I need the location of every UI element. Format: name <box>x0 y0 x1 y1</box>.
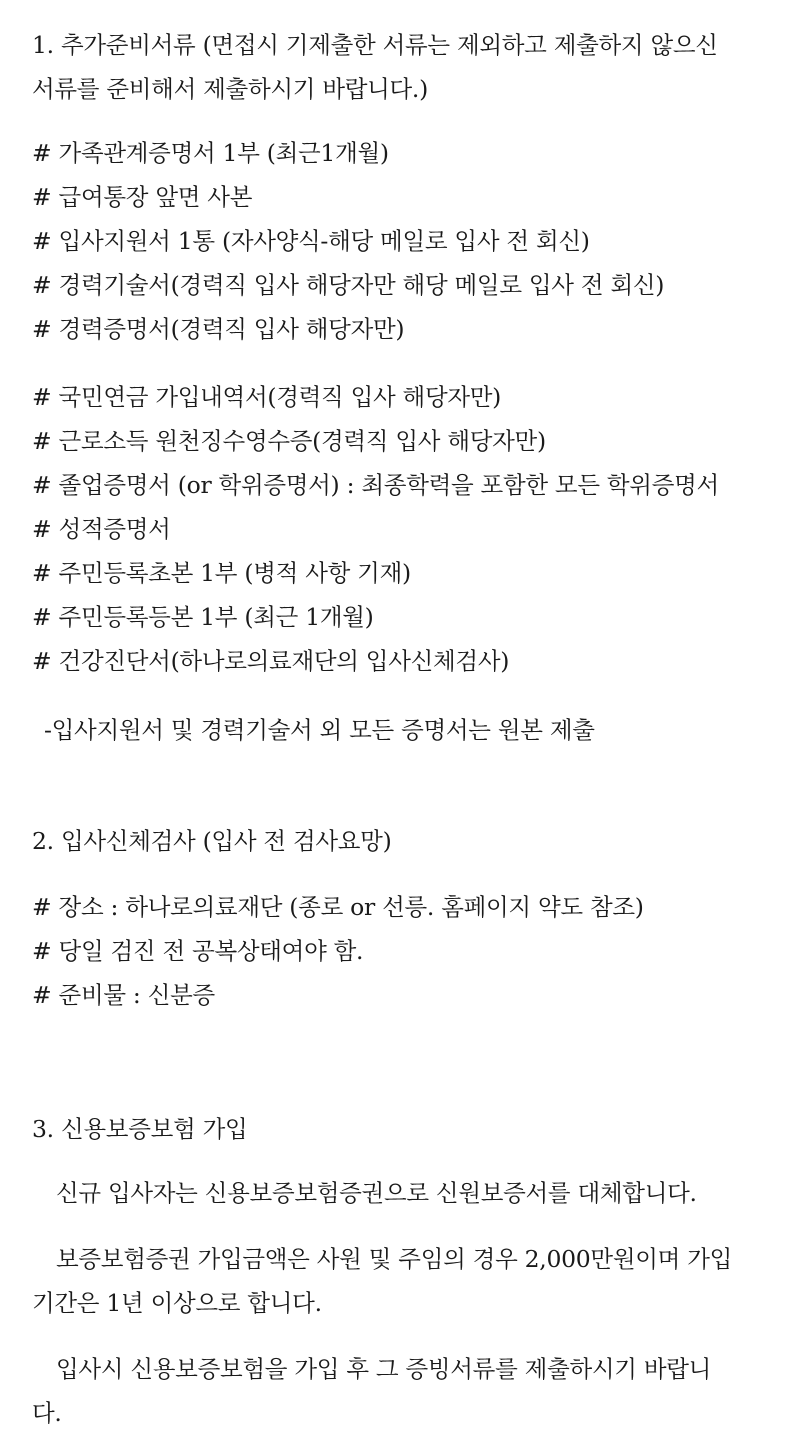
section1-heading-line2: 서류를 준비해서 제출하시기 바랍니다.) <box>32 75 428 103</box>
section1-item: # 주민등록초본 1부 (병적 사항 기재) <box>32 559 411 587</box>
section1-item: # 국민연금 가입내역서(경력직 입사 해당자만) <box>32 383 502 411</box>
section2-item: # 장소 : 하나로의료재단 (종로 or 선릉. 홈페이지 약도 참조) <box>32 893 644 921</box>
section1-item: # 입사지원서 1통 (자사양식-해당 메일로 입사 전 회신) <box>32 227 590 255</box>
section3-paragraph-1: 신규 입사자는 신용보증보험증권으로 신원보증서를 대체합니다. <box>56 1179 697 1207</box>
section1-item: # 졸업증명서 (or 학위증명서) : 최종학력을 포함한 모든 학위증명서 <box>32 471 719 499</box>
section1-heading-line1: 1. 추가준비서류 (면접시 기제출한 서류는 제외하고 제출하지 않으신 <box>32 31 718 59</box>
section2-heading: 2. 입사신체검사 (입사 전 검사요망) <box>32 827 392 855</box>
section3-paragraph-3-line2: 다. <box>32 1399 62 1427</box>
section1-item: # 건강진단서(하나로의료재단의 입사신체검사) <box>32 647 510 675</box>
section1-item: # 경력증명서(경력직 입사 해당자만) <box>32 315 405 343</box>
section1-item: # 주민등록등본 1부 (최근 1개월) <box>32 603 374 631</box>
section1-note: -입사지원서 및 경력기술서 외 모든 증명서는 원본 제출 <box>44 716 595 744</box>
section1-item: # 근로소득 원천징수영수증(경력직 입사 해당자만) <box>32 427 546 455</box>
section2-item: # 준비물 : 신분증 <box>32 981 215 1009</box>
section1-item: # 성적증명서 <box>32 515 171 543</box>
section2-item: # 당일 검진 전 공복상태여야 함. <box>32 937 364 965</box>
section1-item: # 가족관계증명서 1부 (최근1개월) <box>32 139 389 167</box>
section3-paragraph-2-line1: 보증보험증권 가입금액은 사원 및 주임의 경우 2,000만원이며 가입 <box>56 1245 732 1273</box>
section3-heading: 3. 신용보증보험 가입 <box>32 1115 248 1143</box>
section3-paragraph-2-line2: 기간은 1년 이상으로 합니다. <box>32 1289 322 1317</box>
section3-paragraph-3-line1: 입사시 신용보증보험을 가입 후 그 증빙서류를 제출하시기 바랍니 <box>56 1355 712 1383</box>
section1-item: # 급여통장 앞면 사본 <box>32 183 253 211</box>
section1-item: # 경력기술서(경력직 입사 해당자만 해당 메일로 입사 전 회신) <box>32 271 665 299</box>
